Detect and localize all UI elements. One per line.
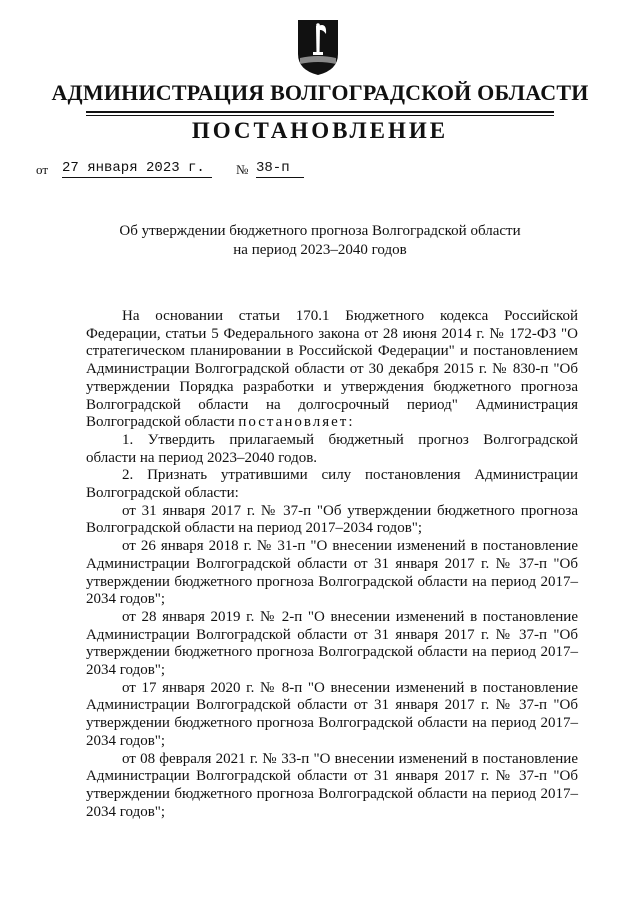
paragraph: 1. Утвердить прилагаемый бюджетный прогноз Волгоградской области на период 2023–2040 годов.: [86, 431, 578, 466]
document-number: 38-п: [256, 160, 304, 178]
document-subject: [0, 222, 640, 260]
paragraph: от 31 января 2017 г. № 37-п "Об утверждении бюджетного прогноза Волгоградской области на период 2017–2034 годов";: [86, 502, 578, 537]
paragraph: от 08 февраля 2021 г. № 33-п "О внесении изменений в постановление Администрации Волгоградской области от 31 января 2017 г. № 37-п "Об утверждении бюджетного прогноза Волгоградской области на период 2017–2034 годов";: [86, 750, 578, 820]
date-from-label: от: [36, 162, 49, 177]
document-body: [86, 308, 578, 821]
org-name: АДМИНИСТРАЦИЯ ВОЛГОГРАДСКОЙ ОБЛАСТИ: [51, 80, 589, 105]
preamble-text: На основании статьи 170.1 Бюджетного кодекса Российской Федерации, статьи 5 Федерального закона от 28 июня 2014 г. № 172-ФЗ "О стратегическом планировании в Российской Федерации" и постановлением Администрации Волгоградской области от 30 декабря 2015 г. № 830-п "Об утверждении Порядка разработки и утверждения бюджетного прогноза Волгоградской области на долгосрочный период" Администрация Волгоградской области: [86, 308, 578, 431]
doc-type-title: ПОСТАНОВЛЕНИЕ: [191, 118, 449, 143]
resolves-word: постановляет:: [238, 414, 355, 431]
header-rule-thick: [86, 111, 554, 113]
header-rule-thin: [86, 115, 554, 116]
volgograd-coat-of-arms-icon: [295, 18, 341, 76]
subject-line-1: Об утверждении бюджетного прогноза Волгоградской области: [119, 223, 521, 239]
paragraph: от 17 января 2020 г. № 8-п "О внесении изменений в постановление Администрации Волгоградской области от 31 января 2017 г. № 37-п "Об утверждении бюджетного прогноза Волгоградской области на период 2017–2034 годов";: [86, 679, 578, 749]
paragraph: от 26 января 2018 г. № 31-п "О внесении изменений в постановление Администрации Волгоградской области от 31 января 2017 г. № 37-п "Об утверждении бюджетного прогноза Волгоградской области на период 2017–2034 годов";: [86, 538, 578, 608]
preamble-paragraph: [86, 308, 578, 432]
document-date: 27 января 2023 г.: [62, 160, 212, 178]
paragraph: от 28 января 2019 г. № 2-п "О внесении изменений в постановление Администрации Волгоградской области от 31 января 2017 г. № 37-п "Об утверждении бюджетного прогноза Волгоградской области на период 2017–2034 годов";: [86, 608, 578, 679]
number-label: №: [236, 162, 249, 177]
subject-line-2: на период 2023–2040 годов: [233, 242, 407, 258]
paragraph: 2. Признать утратившими силу постановления Администрации Волгоградской области:: [86, 467, 578, 502]
